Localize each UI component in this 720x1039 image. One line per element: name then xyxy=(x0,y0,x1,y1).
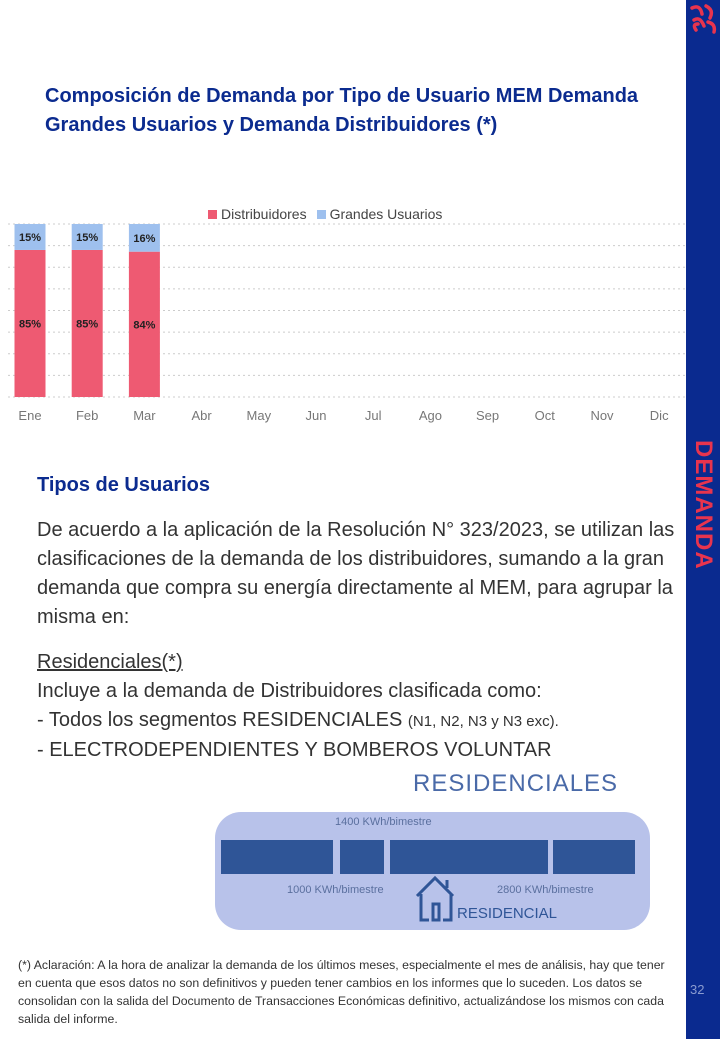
label-2800: 2800 KWh/bimestre xyxy=(497,884,594,896)
footnote: (*) Aclaración: A la hora de analizar la demanda de los últimos meses, especialmente el mes de análisis, hay que tener en cuenta que esos datos no son definitivos y pueden tener cambios en los informes que lo suceden. Los datos se consolidan con la salida del Documento de Transacciones Económicas definitivo, actualizándose los mismos con cada salida del informe. xyxy=(18,958,665,1026)
x-tick-label: Nov xyxy=(590,408,614,423)
res-segments: (N1, N2, N3 y N3 exc). xyxy=(407,713,559,730)
page-number: 32 xyxy=(690,982,705,997)
data-label: 85% xyxy=(76,318,99,331)
section-paragraph: De acuerdo a la aplicación de la Resolución N° 323/2023, se utilizan las clasificaciones de la demanda de los distribuidores, sumando a la gran demanda que compra su energía directamente al MEM, para agrupar la misma en: xyxy=(37,519,675,628)
res-text: - Todos los segmentos RESIDENCIALES xyxy=(37,709,408,731)
legend-label: Grandes Usuarios xyxy=(329,206,443,222)
x-tick-label: Ene xyxy=(18,408,42,423)
data-label: 15% xyxy=(76,231,99,244)
label-1400: 1400 KWh/bimestre xyxy=(335,816,432,828)
x-tick-label: Jun xyxy=(305,408,327,423)
data-label: 15% xyxy=(18,231,42,244)
data-label: 85% xyxy=(18,318,42,331)
x-tick-label: Mar xyxy=(133,408,156,423)
chart-title: Composición de Demanda por Tipo de Usuario MEM Demanda Grandes Usuarios y Demanda Distribuidores (*) xyxy=(45,85,639,136)
res-line: - ELECTRODEPENDIENTES Y BOMBEROS VOLUNTAR xyxy=(37,739,552,761)
x-tick-label: Oct xyxy=(534,408,555,423)
x-tick-label: Feb xyxy=(75,408,99,423)
section-label: DEMANDA xyxy=(690,440,717,570)
x-tick-label: May xyxy=(246,408,272,423)
residenciales-block xyxy=(37,648,677,765)
logo-icon xyxy=(688,2,720,34)
stacked-bar-chart xyxy=(0,220,686,430)
segment xyxy=(340,840,384,874)
data-label: 84% xyxy=(133,319,156,332)
residencial-diagram xyxy=(215,812,650,930)
data-label: 16% xyxy=(133,232,156,245)
diagram-title: RESIDENCIALES xyxy=(413,770,619,797)
legend-label: Distribuidores xyxy=(221,206,307,222)
res-line xyxy=(37,706,677,736)
x-tick-label: Sep xyxy=(476,408,500,423)
x-tick-label: Abr xyxy=(191,408,212,423)
x-tick-label: Jul xyxy=(364,408,382,423)
house-icon xyxy=(413,874,461,924)
x-tick-label: Ago xyxy=(418,408,442,423)
res-line: Incluye a la demanda de Distribuidores clasificada como: xyxy=(37,680,542,702)
segment xyxy=(390,840,548,874)
segment xyxy=(553,840,635,874)
segment xyxy=(221,840,333,874)
diagram-caption: RESIDENCIAL xyxy=(457,905,558,922)
label-1000: 1000 KWh/bimestre xyxy=(287,884,384,896)
residenciales-heading: Residenciales(*) xyxy=(37,651,183,673)
x-tick-label: Dic xyxy=(649,408,669,423)
section-heading: Tipos de Usuarios xyxy=(37,474,211,496)
